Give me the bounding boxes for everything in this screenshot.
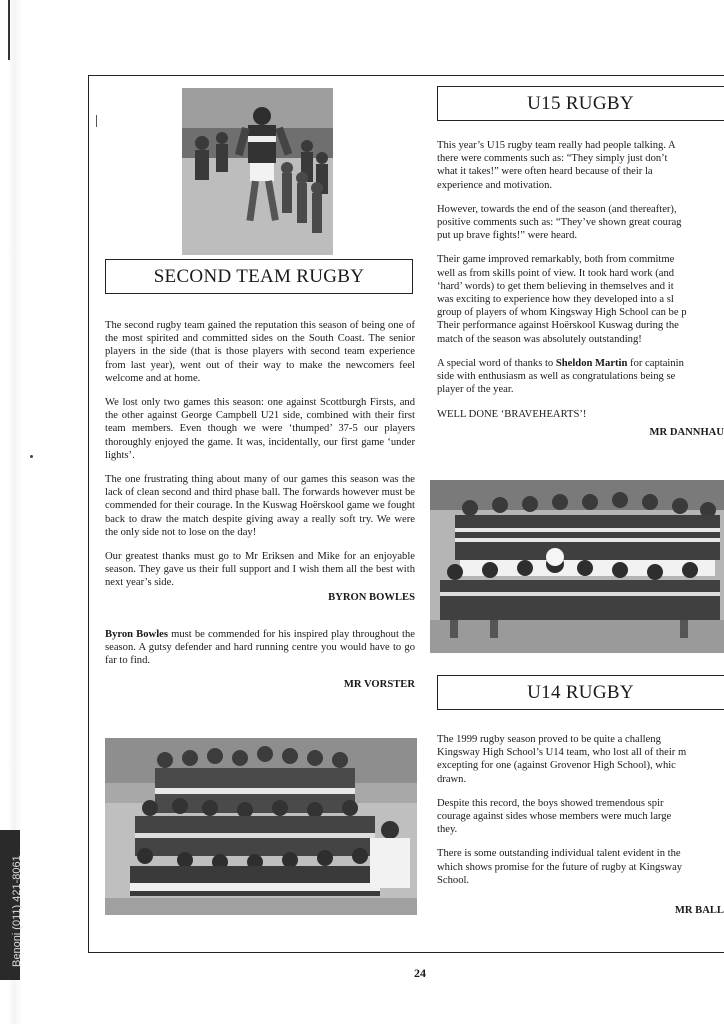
u15-line: group of players of whom Kingsway High School can be p [437, 307, 687, 319]
u15-line: side with enthusiasm as well as congratulations being se [437, 371, 676, 383]
side-strip-text: Benoni (011) 421-8061 [11, 855, 23, 967]
second-team-paragraph: The second rugby team gained the reputation this season of being one of the most spirited and committed sides on the South Coast. The senior players in the side (that is those players with second team experience from last year), went out of their way to make the newcomers feel welcome and at home. [105, 320, 415, 384]
commendation-text: must be commended for his inspired play throughout the season. A gutsy defender and hard running centre you would have to go far to find. [105, 628, 415, 667]
u15-line: player of the year. [437, 384, 514, 396]
u15-thanks-post: for captainin [627, 357, 684, 369]
frame-top-rule [88, 75, 724, 76]
u15-signature: MR DANNHAU [649, 426, 724, 438]
second-team-paragraph: The one frustrating thing about many of our games this season was the lack of clean second and third phase ball. The forwards however must be commended for their courage. In the Kuswag Hoërskool game we fought back to draw the match despite giving away a really soft try. We were the only side not to lose on the day! [105, 474, 415, 538]
u15-cheer: WELL DONE ‘BRAVEHEARTS’! [437, 409, 587, 421]
u15-line: what it takes!” were often heard because of their la [437, 166, 653, 178]
u15-line: experience and motivation. [437, 179, 553, 191]
u14-line: The 1999 rugby season proved to be quite a challeng [437, 734, 661, 745]
u15-line: positive comments such as: “They’ve shown great courag [437, 217, 682, 229]
u14-line: which shows promise for the future of rugby at Kingsway [437, 861, 683, 873]
u15-captain-name: Sheldon Martin [555, 357, 628, 369]
u15-line: was exciting to experience how they developed into a sl [437, 294, 674, 306]
second-team-title-box [105, 259, 413, 294]
u14-line: courage against sides whose members were much large [437, 811, 672, 823]
u15-line: there were comments such as: “They simply just don’t [437, 153, 668, 165]
second-team-article [105, 319, 415, 692]
photo-second-team-group [105, 738, 417, 915]
u15-line: Their game improved remarkably, both from commitme [437, 254, 675, 266]
commendation-paragraph [105, 628, 415, 668]
u14-title: U14 RUGBY [527, 682, 634, 703]
u15-title-box [437, 86, 724, 121]
u15-article [437, 139, 724, 439]
second-team-paragraph: Our greatest thanks must go to Mr Eriksen and Mike for an enjoyable season. They gave us their full support and I wish them all the best with next year’s side. [105, 551, 415, 589]
frame-bottom-rule [88, 952, 724, 953]
u15-line: well as from skills point of view. It took hard work (and [437, 267, 675, 279]
u15-thanks-pre: A special word of thanks to [437, 357, 556, 369]
u15-line: Their performance against Hoërskool Kuswag during the [437, 320, 679, 332]
u15-line: This year’s U15 rugby team really had people talking. A [437, 140, 676, 151]
u14-line: School. [437, 874, 470, 886]
u14-signature: MR BALL [674, 905, 724, 917]
u14-line: Despite this record, the boys showed tremendous spir [437, 797, 664, 809]
u15-line [437, 357, 724, 370]
u14-line: There is some outstanding individual talent evident in the [437, 848, 681, 860]
u15-line: put up brave fights!” were heard. [437, 230, 578, 242]
commendation-name: Byron Bowles [105, 628, 168, 640]
u14-line: Kingsway High School’s U14 team, who lost all of their m [437, 747, 687, 759]
second-team-title: SECOND TEAM RUGBY [153, 266, 365, 287]
scan-edge-mark [8, 0, 10, 60]
u14-line: drawn. [437, 773, 467, 785]
frame-left-rule [88, 75, 89, 952]
second-team-signature: BYRON BOWLES [328, 591, 415, 603]
u14-title-box [437, 675, 724, 710]
second-team-paragraph: We lost only two games this season: one against Scottburgh Firsts, and the other against George Campbell U21 side, combined with their first team members. Even though we were ‘thumped’ 37-5 our players thoroughly enjoyed the game. It was, incidentally, our first game ‘under lights’. [105, 397, 415, 461]
photo-u15-team [430, 480, 724, 653]
u14-line: excepting for one (against Grovenor High School), whic [437, 760, 676, 772]
photo-running-player [182, 88, 333, 255]
u15-line: match of the season was absolutely outstanding! [437, 333, 642, 345]
u14-line: they. [437, 824, 458, 836]
page-number: 24 [414, 966, 426, 980]
u15-line: However, towards the end of the season (and thereafter), [437, 203, 677, 215]
commendation-signature: MR VORSTER [343, 679, 415, 691]
u15-line: ‘hard’ words) to get them believing in themselves and it [437, 280, 674, 292]
u14-article [437, 733, 724, 917]
margin-tick [96, 115, 97, 127]
scan-dot [30, 455, 33, 458]
u15-title: U15 RUGBY [527, 93, 634, 114]
